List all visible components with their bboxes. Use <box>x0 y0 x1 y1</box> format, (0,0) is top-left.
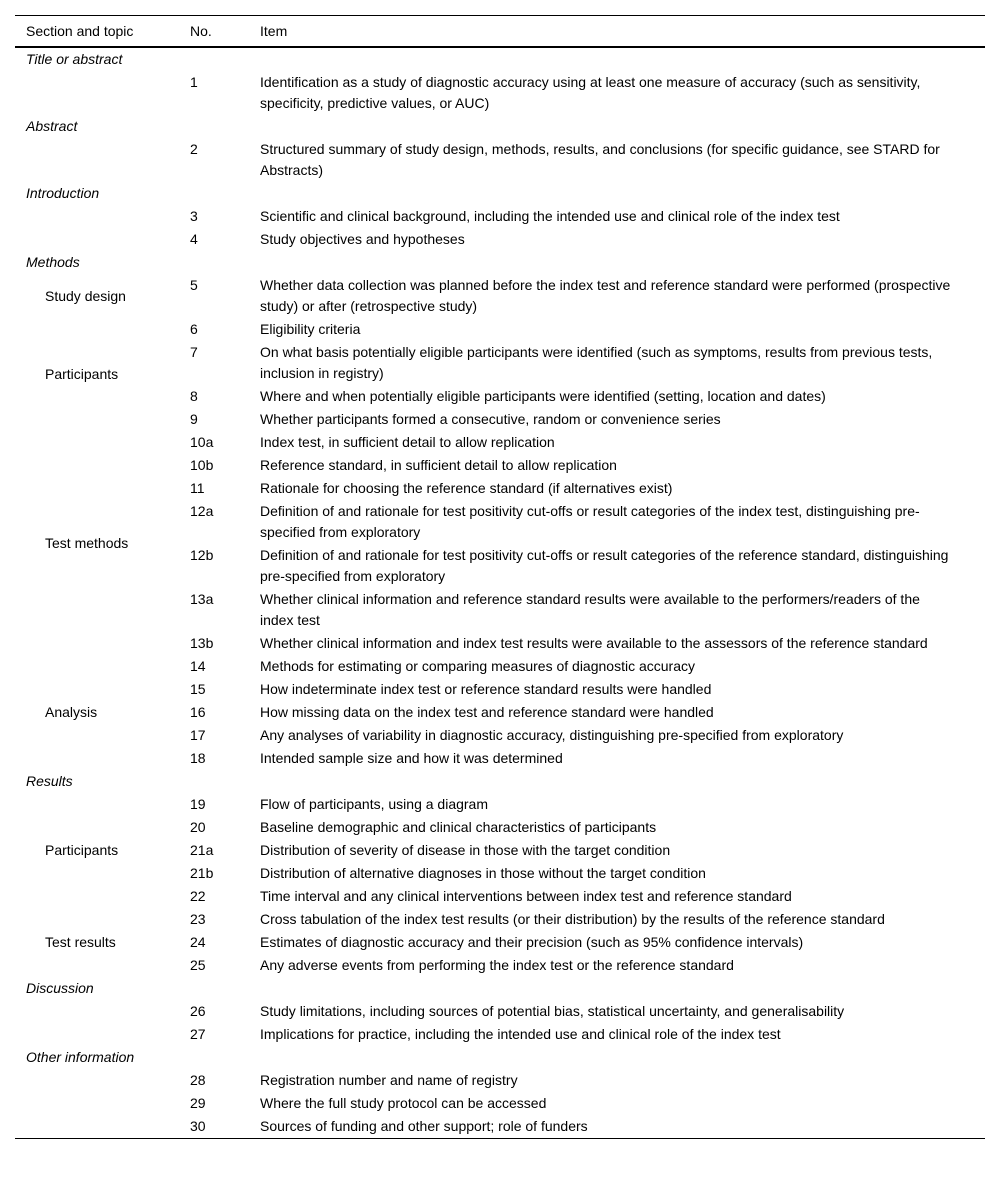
item-description: Rationale for choosing the reference standard (if alternatives exist) <box>260 480 673 496</box>
subsection-label: Test results <box>45 934 116 950</box>
item-description: Any adverse events from performing the index test or the reference standard <box>260 957 734 973</box>
item-number: 11 <box>190 480 205 496</box>
item-number: 27 <box>190 1026 206 1042</box>
section-title: Results <box>26 773 73 789</box>
item-description: Sources of funding and other support; role of funders <box>260 1118 588 1134</box>
table-row <box>15 1069 985 1092</box>
item-number: 17 <box>190 727 206 743</box>
stard-checklist-table <box>15 15 985 1139</box>
item-description: Methods for estimating or comparing measures of diagnostic accuracy <box>260 658 695 674</box>
item-number: 13b <box>190 635 214 651</box>
item-number: 22 <box>190 888 206 904</box>
item-description: Reference standard, in sufficient detail to allow replication <box>260 457 617 473</box>
section-row <box>15 770 985 793</box>
item-description: Definition of and rationale for test positivity cut-offs or result categories of the index test, distinguishing pre-specified from exploratory <box>260 503 920 540</box>
item-number: 20 <box>190 819 206 835</box>
item-description: Implications for practice, including the intended use and clinical role of the index test <box>260 1026 781 1042</box>
table-row <box>15 205 985 228</box>
subsection-label <box>15 1000 190 1046</box>
item-description: Index test, in sufficient detail to allow replication <box>260 434 555 450</box>
table-row <box>15 908 985 931</box>
table-body <box>15 47 985 1139</box>
section-row <box>15 251 985 274</box>
item-description: Time interval and any clinical interventions between index test and reference standard <box>260 888 792 904</box>
item-number: 8 <box>190 388 198 404</box>
subsection-label: Test methods <box>45 534 129 551</box>
item-number: 10b <box>190 457 214 473</box>
item-description: Where the full study protocol can be accessed <box>260 1095 547 1111</box>
item-number: 12a <box>190 503 214 519</box>
table-row <box>15 793 985 816</box>
item-description: Baseline demographic and clinical characteristics of participants <box>260 819 657 835</box>
item-number: 18 <box>190 750 206 766</box>
item-description: Study limitations, including sources of potential bias, statistical uncertainty, and generalisability <box>260 1003 845 1019</box>
item-number: 26 <box>190 1003 206 1019</box>
item-description: Study objectives and hypotheses <box>260 231 465 247</box>
item-number: 7 <box>190 344 198 360</box>
item-number: 28 <box>190 1072 206 1088</box>
item-description: Distribution of severity of disease in those with the target condition <box>260 842 671 858</box>
item-description: Intended sample size and how it was determined <box>260 750 563 766</box>
header-item: Item <box>260 23 288 39</box>
subsection-label <box>15 205 190 251</box>
item-number: 10a <box>190 434 214 450</box>
table-row <box>15 138 985 182</box>
item-number: 15 <box>190 681 206 697</box>
item-number: 13a <box>190 591 214 607</box>
table-header-row <box>15 16 985 48</box>
item-number: 12b <box>190 547 214 563</box>
subsection-label: Participants <box>45 842 119 858</box>
item-description: Distribution of alternative diagnoses in those without the target condition <box>260 865 706 881</box>
table-row <box>15 318 985 341</box>
item-number: 23 <box>190 911 206 927</box>
item-description: On what basis potentially eligible participants were identified (such as symptoms, results from previous tests, inclusion in registry) <box>260 344 933 381</box>
subsection-label: Study design <box>45 287 126 304</box>
section-row <box>15 115 985 138</box>
item-number: 1 <box>190 74 198 90</box>
item-description: Definition of and rationale for test positivity cut-offs or result categories of the reference standard, distinguishing pre-specified from exploratory <box>260 547 949 584</box>
item-description: How indeterminate index test or reference standard results were handled <box>260 681 712 697</box>
item-description: Flow of participants, using a diagram <box>260 796 488 812</box>
item-number: 24 <box>190 934 206 950</box>
item-description: Cross tabulation of the index test results (or their distribution) by the results of the reference standard <box>260 911 885 927</box>
table-row <box>15 655 985 678</box>
subsection-label <box>15 71 190 115</box>
subsection-label: Analysis <box>45 704 98 720</box>
item-number: 14 <box>190 658 206 674</box>
subsection-label <box>15 1069 190 1139</box>
item-description: Whether clinical information and reference standard results were available to the performers/readers of the index test <box>260 591 920 628</box>
item-description: Whether data collection was planned before the index test and reference standard were performed (prospective study) or after (retrospective study) <box>260 277 951 314</box>
table-row <box>15 1000 985 1023</box>
section-title: Abstract <box>26 118 78 134</box>
subsection-label: Participants <box>45 366 119 382</box>
item-description: How missing data on the index test and reference standard were handled <box>260 704 714 720</box>
item-number: 4 <box>190 231 198 247</box>
section-title: Other information <box>26 1049 135 1065</box>
item-number: 30 <box>190 1118 206 1134</box>
table-row <box>15 274 985 318</box>
item-description: Whether clinical information and index test results were available to the assessors of the reference standard <box>260 635 928 651</box>
item-description: Where and when potentially eligible participants were identified (setting, location and dates) <box>260 388 826 404</box>
item-description: Estimates of diagnostic accuracy and their precision (such as 95% confidence intervals) <box>260 934 804 950</box>
section-title: Title or abstract <box>26 51 123 67</box>
table-row <box>15 71 985 115</box>
item-number: 6 <box>190 321 198 337</box>
item-description: Whether participants formed a consecutive, random or convenience series <box>260 411 721 427</box>
item-description: Registration number and name of registry <box>260 1072 518 1088</box>
item-number: 9 <box>190 411 198 427</box>
item-description: Any analyses of variability in diagnostic accuracy, distinguishing pre-specified from exploratory <box>260 727 844 743</box>
item-number: 29 <box>190 1095 206 1111</box>
item-number: 19 <box>190 796 206 812</box>
header-no: No. <box>190 23 212 39</box>
section-title: Methods <box>26 254 80 270</box>
item-number: 5 <box>190 277 198 293</box>
section-row <box>15 182 985 205</box>
item-number: 21b <box>190 865 214 881</box>
item-description: Scientific and clinical background, including the intended use and clinical role of the index test <box>260 208 840 224</box>
section-title: Introduction <box>26 185 100 201</box>
section-title: Discussion <box>26 980 94 996</box>
section-row <box>15 977 985 1000</box>
table-row <box>15 431 985 454</box>
item-number: 25 <box>190 957 206 973</box>
item-number: 16 <box>190 704 206 720</box>
item-number: 21a <box>190 842 214 858</box>
item-description: Structured summary of study design, methods, results, and conclusions (for specific guidance, see STARD for Abstracts) <box>260 141 940 178</box>
item-description: Eligibility criteria <box>260 321 361 337</box>
section-row <box>15 1046 985 1069</box>
subsection-label <box>15 138 190 182</box>
header-section: Section and topic <box>26 23 134 39</box>
item-number: 2 <box>190 141 198 157</box>
item-number: 3 <box>190 208 198 224</box>
section-row <box>15 47 985 71</box>
item-description: Identification as a study of diagnostic accuracy using at least one measure of accuracy (such as sensitivity, specificity, predictive values, or AUC) <box>260 74 921 111</box>
